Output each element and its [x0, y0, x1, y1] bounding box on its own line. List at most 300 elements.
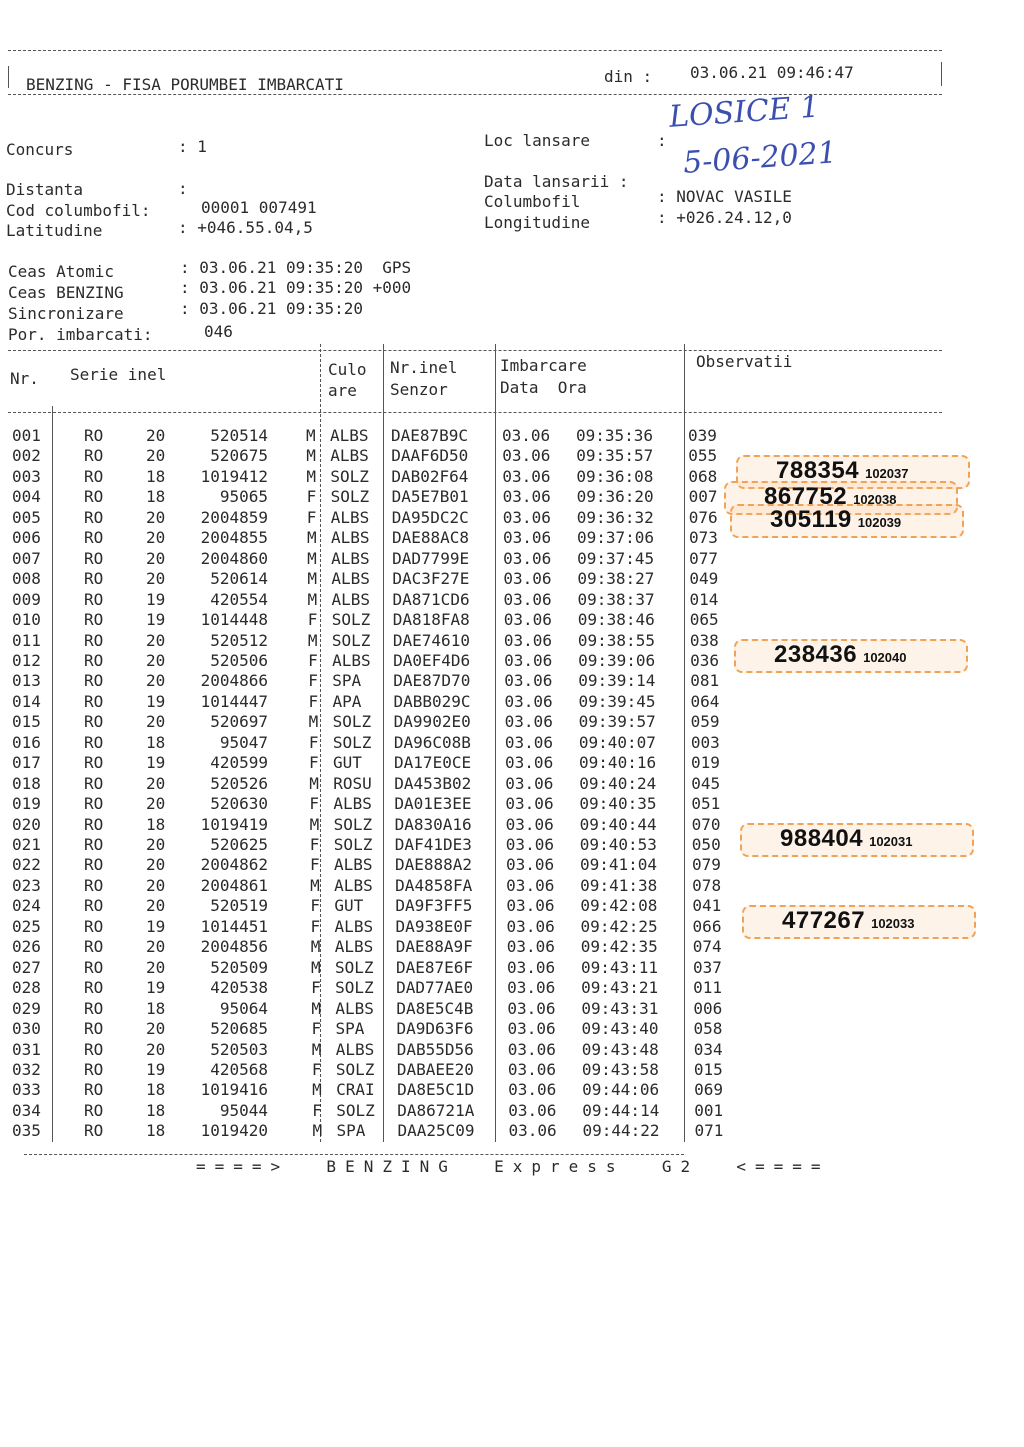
cell-col: ALBS [331, 569, 370, 589]
cell-sex: F [306, 507, 317, 527]
table-row [0, 1121, 1024, 1141]
cell-date: 03.06 [506, 896, 555, 916]
cell-chip: DA9902E0 [393, 712, 471, 732]
cell-ring: 520512 [210, 630, 268, 650]
cell-yr: 18 [146, 1121, 166, 1141]
cell-obs: 039 [688, 426, 717, 445]
cell-sex: F [311, 978, 321, 998]
cell-nr: 020 [12, 814, 41, 834]
cell-sex: M [308, 712, 319, 732]
cell-obs: 011 [693, 978, 723, 998]
cell-ring: 2004855 [200, 528, 268, 548]
cell-cc: RO [84, 671, 104, 691]
table-row [0, 1080, 1024, 1100]
cell-date: 03.06 [503, 548, 552, 568]
cell-sex: M [309, 814, 320, 834]
cell-date: 03.06 [506, 916, 555, 936]
cell-col: ALBS [333, 855, 373, 875]
cell-chip: DAAF6D50 [391, 446, 469, 466]
cell-nr: 014 [12, 691, 41, 711]
cell-time: 09:42:35 [580, 937, 658, 957]
table-row [0, 774, 1024, 794]
barcode-sticker [774, 641, 906, 669]
cell-cc: RO [84, 1080, 104, 1100]
cell-col: SOLZ [332, 712, 372, 732]
table-row [0, 958, 1024, 978]
cell-nr: 004 [12, 487, 41, 507]
table-row [0, 1019, 1024, 1039]
cell-sex: M [306, 426, 316, 445]
cell-col: ALBS [330, 446, 369, 466]
cell-yr: 20 [146, 712, 166, 732]
sticker-number: 867752 [764, 483, 848, 511]
cell-col: ALBS [334, 875, 373, 895]
cell-cc: RO [84, 630, 104, 650]
cell-nr: 002 [12, 446, 41, 466]
cell-sex: M [307, 569, 317, 589]
cell-col: ALBS [334, 916, 374, 936]
cell-cc: RO [84, 466, 104, 486]
sincronizare-value: : 03.06.21 09:35:20 [180, 299, 364, 318]
cell-ring: 520697 [210, 712, 268, 732]
cell-yr: 20 [146, 650, 166, 670]
cell-date: 03.06 [502, 446, 551, 466]
cell-obs: 069 [694, 1080, 723, 1100]
cell-date: 03.06 [505, 855, 555, 875]
cell-obs: 070 [691, 814, 721, 834]
cell-ring: 520630 [210, 794, 268, 814]
cell-obs: 073 [688, 528, 718, 548]
table-row [0, 733, 1024, 753]
cell-nr: 013 [12, 671, 41, 691]
cell-obs: 041 [692, 896, 722, 916]
cell-sex: M [310, 957, 321, 977]
cell-chip: DAE888A2 [394, 855, 473, 875]
cell-yr: 20 [146, 630, 166, 650]
cell-time: 09:38:37 [577, 589, 655, 609]
cell-date: 03.06 [502, 426, 551, 445]
cod-columbofil-value: 00001 007491 [201, 198, 317, 217]
cell-chip: DA96C08B [393, 732, 471, 752]
cell-yr: 18 [146, 466, 166, 486]
ceas-atomic-value: : 03.06.21 09:35:20 GPS [180, 258, 412, 277]
cell-sex: M [312, 1121, 323, 1141]
cell-chip: DA9D63F6 [396, 1019, 474, 1039]
cell-col: SOLZ [334, 957, 374, 977]
barcode-sticker [770, 506, 901, 534]
sticker-number: 477267 [782, 906, 866, 934]
cell-date: 03.06 [504, 732, 554, 752]
sticker-code: 102040 [863, 649, 907, 665]
cell-cc: RO [84, 978, 104, 998]
table-top-rule [8, 350, 942, 351]
cell-time: 09:35:57 [576, 446, 654, 466]
cell-date: 03.06 [502, 507, 551, 527]
table-row [0, 426, 1024, 446]
cell-sex: M [311, 1039, 322, 1059]
cell-col: SPA [332, 671, 362, 691]
cell-sex: F [311, 1019, 322, 1039]
cell-sex: F [308, 671, 318, 691]
cell-date: 03.06 [504, 691, 553, 711]
table-bottom-rule [24, 1154, 684, 1155]
table-row [0, 590, 1024, 610]
cell-date: 03.06 [504, 650, 553, 670]
cell-yr: 19 [146, 691, 166, 711]
cell-sex: F [309, 855, 320, 875]
cell-chip: DA8E5C1D [397, 1080, 475, 1100]
sincronizare-label: Sincronizare [8, 304, 124, 323]
cell-col: SOLZ [331, 610, 371, 630]
cell-yr: 18 [146, 998, 166, 1018]
table-row [0, 1101, 1024, 1121]
cell-chip: DAE87B9C [391, 426, 469, 445]
cell-nr: 012 [12, 650, 41, 670]
cell-ring: 520685 [210, 1019, 268, 1039]
cell-date: 03.06 [502, 466, 551, 486]
cell-nr: 033 [12, 1080, 41, 1100]
col-header-nrinel-2: Senzor [390, 380, 448, 399]
cell-col: CRAI [336, 1080, 375, 1100]
cell-col: ALBS [334, 937, 374, 957]
cell-nr: 006 [12, 528, 41, 548]
cell-date: 03.06 [502, 487, 551, 507]
cell-sex: M [306, 466, 317, 486]
cell-obs: 059 [690, 712, 720, 732]
din-label: din : [604, 67, 653, 86]
cell-nr: 025 [12, 916, 41, 936]
col-header-nr: Nr. [10, 369, 39, 388]
cell-time: 09:40:16 [579, 753, 657, 773]
cell-time: 09:39:45 [578, 691, 656, 711]
header-left-border [8, 66, 9, 88]
cell-time: 09:39:57 [578, 712, 656, 732]
cell-sex: F [308, 650, 318, 670]
cell-obs: 068 [688, 466, 718, 486]
cell-col: SOLZ [330, 487, 370, 507]
cell-obs: 019 [691, 753, 720, 773]
cell-chip: DAE87D70 [393, 671, 471, 691]
cell-nr: 007 [12, 548, 41, 568]
latitudine-label: Latitudine [6, 221, 103, 240]
cell-ring: 520503 [210, 1039, 268, 1059]
cell-col: GUT [333, 753, 362, 773]
table-row [0, 1040, 1024, 1060]
table-row [0, 712, 1024, 732]
col-header-observatii: Observatii [696, 352, 793, 371]
col-header-imbarcare: Imbarcare [500, 356, 587, 375]
cell-date: 03.06 [503, 589, 552, 609]
columbofil-value: : NOVAC VASILE [657, 187, 792, 206]
cell-cc: RO [84, 650, 104, 670]
barcode-sticker [780, 825, 912, 853]
cell-time: 09:36:32 [576, 507, 654, 527]
table-row [0, 794, 1024, 814]
cell-ring: 1014448 [200, 610, 268, 630]
cell-date: 03.06 [504, 712, 553, 732]
cell-nr: 032 [12, 1059, 41, 1079]
barcode-sticker [782, 907, 914, 935]
sticker-number: 238436 [774, 640, 858, 668]
cell-time: 09:43:58 [581, 1059, 659, 1079]
ceas-benzing-value: : 03.06.21 09:35:20 +000 [180, 278, 412, 297]
cell-ring: 520614 [210, 569, 268, 589]
data-lansarii-label: Data lansarii : [484, 172, 629, 191]
concurs-label: Concurs [6, 140, 74, 159]
cell-cc: RO [84, 487, 104, 507]
cell-obs: 036 [690, 650, 719, 670]
sticker-number: 988404 [780, 825, 864, 852]
cell-obs: 007 [688, 487, 718, 507]
cell-date: 03.06 [507, 1019, 556, 1039]
cell-ring: 520526 [210, 773, 268, 793]
cell-yr: 20 [146, 937, 166, 957]
table-row [0, 692, 1024, 712]
cell-yr: 20 [146, 855, 166, 875]
cell-yr: 20 [146, 896, 166, 916]
cell-date: 03.06 [505, 794, 554, 814]
cell-cc: RO [84, 1121, 104, 1141]
cell-nr: 034 [12, 1100, 41, 1120]
cell-obs: 049 [689, 569, 719, 589]
cell-sex: M [307, 589, 318, 609]
cell-cc: RO [84, 937, 104, 957]
cell-chip: DAC3F27E [392, 569, 470, 589]
cell-obs: 045 [691, 773, 721, 793]
cell-date: 03.06 [508, 1121, 557, 1141]
sticker-number: 788354 [776, 456, 860, 484]
cell-yr: 20 [146, 1039, 166, 1059]
cell-date: 03.06 [502, 528, 552, 548]
cell-yr: 19 [146, 589, 166, 609]
cell-chip: DAB55D56 [396, 1039, 474, 1059]
cell-cc: RO [84, 691, 104, 711]
cell-chip: DABAEE20 [396, 1059, 474, 1079]
cell-col: ALBS [330, 426, 369, 445]
cell-obs: 076 [688, 507, 718, 527]
cell-obs: 006 [693, 998, 723, 1018]
col-header-culoare-2: are [328, 381, 357, 400]
cell-time: 09:40:53 [579, 835, 657, 854]
cell-time: 09:42:08 [580, 896, 658, 916]
cell-nr: 005 [12, 507, 41, 527]
cell-obs: 078 [692, 875, 722, 895]
cell-col: ROSU [333, 773, 372, 793]
cell-time: 09:36:08 [576, 466, 654, 486]
table-row [0, 876, 1024, 896]
cell-cc: RO [84, 732, 104, 752]
cell-chip: DA871CD6 [392, 589, 470, 609]
handwritten-date: 5-06-2021 [682, 135, 838, 181]
loc-lansare-label: Loc lansare [484, 131, 590, 150]
cell-chip: DA938E0F [395, 916, 473, 936]
cell-sex: M [310, 875, 320, 895]
cell-sex: M [312, 1080, 322, 1100]
cell-cc: RO [84, 712, 104, 732]
cell-col: ALBS [332, 650, 371, 670]
cell-ring: 2004856 [200, 937, 268, 957]
cell-nr: 029 [12, 998, 41, 1018]
cell-yr: 19 [146, 1059, 166, 1079]
cell-nr: 027 [12, 957, 41, 977]
cell-sex: F [311, 1059, 322, 1079]
col-header-data-ora: Data Ora [500, 378, 587, 397]
col-header-serie-inel: Serie inel [70, 365, 167, 384]
cell-ring: 1019420 [200, 1121, 268, 1141]
cell-date: 03.06 [505, 773, 554, 793]
cell-chip: DA0EF4D6 [393, 650, 471, 670]
cell-cc: RO [84, 507, 104, 527]
cell-sex: M [309, 773, 319, 793]
cell-obs: 015 [693, 1059, 723, 1079]
cell-ring: 2004866 [200, 671, 268, 691]
cell-obs: 066 [692, 916, 722, 936]
cell-col: SOLZ [330, 466, 369, 486]
header-right-border [941, 62, 942, 86]
cell-nr: 018 [12, 773, 41, 793]
cell-nr: 017 [12, 753, 41, 773]
cell-cc: RO [84, 528, 104, 548]
cell-nr: 028 [12, 978, 41, 998]
cell-chip: DA86721A [397, 1100, 475, 1120]
cell-chip: DAB02F64 [391, 466, 469, 486]
cell-sex: F [308, 691, 319, 711]
cell-sex: F [307, 610, 318, 630]
footer-brand: ====> BENZING Express G2 <==== [196, 1157, 830, 1176]
cell-date: 03.06 [505, 835, 554, 854]
cell-date: 03.06 [507, 1039, 556, 1059]
cell-sex: M [306, 446, 316, 466]
cell-chip: DAE87E6F [395, 957, 473, 977]
ceas-benzing-label: Ceas BENZING [8, 283, 124, 302]
cell-chip: DA830A16 [394, 814, 472, 834]
table-row [0, 855, 1024, 875]
longitudine-value: : +026.24.12,0 [657, 208, 792, 227]
cell-yr: 20 [146, 671, 166, 691]
cell-col: SOLZ [335, 1059, 375, 1079]
cell-col: SOLZ [335, 978, 374, 998]
sticker-code: 102038 [853, 492, 897, 508]
cell-ring: 2004859 [200, 507, 268, 527]
cell-ring: 1019416 [200, 1080, 268, 1100]
cell-date: 03.06 [505, 753, 554, 773]
cell-date: 03.06 [506, 957, 556, 977]
cell-chip: DAF41DE3 [394, 835, 472, 854]
cell-col: GUT [334, 896, 364, 916]
din-value: 03.06.21 09:46:47 [690, 63, 854, 82]
cell-chip: DAE88AC8 [391, 528, 469, 548]
cell-col: ALBS [335, 998, 374, 1018]
cell-cc: RO [84, 998, 104, 1018]
cell-yr: 20 [146, 548, 166, 568]
cell-sex: M [311, 998, 321, 1018]
col-header-culoare-1: Culo [328, 360, 367, 379]
cell-ring: 1019412 [200, 466, 268, 486]
cell-time: 09:40:07 [578, 732, 656, 752]
por-imbarcati-value: 046 [204, 322, 233, 341]
cell-nr: 001 [12, 426, 41, 445]
cell-date: 03.06 [508, 1100, 557, 1120]
longitudine-label: Longitudine [484, 213, 590, 232]
cell-sex: M [306, 528, 317, 548]
cell-obs: 064 [690, 691, 720, 711]
cell-yr: 18 [146, 487, 166, 507]
cell-cc: RO [84, 1100, 104, 1120]
cell-sex: F [309, 835, 320, 854]
cell-cc: RO [84, 610, 104, 630]
cell-nr: 022 [12, 855, 41, 875]
cell-obs: 077 [689, 548, 719, 568]
cell-nr: 024 [12, 896, 41, 916]
cell-obs: 079 [691, 855, 721, 875]
cell-nr: 011 [12, 630, 41, 650]
cell-chip: DA8E5C4B [396, 998, 474, 1018]
cell-yr: 18 [146, 1080, 166, 1100]
cell-ring: 95065 [219, 487, 268, 507]
cell-obs: 081 [690, 671, 720, 691]
cell-cc: RO [84, 916, 104, 936]
table-row [0, 753, 1024, 773]
cell-time: 09:42:25 [580, 916, 658, 936]
cell-cc: RO [84, 835, 104, 854]
cell-col: ALBS [335, 1039, 375, 1059]
cell-cc: RO [84, 773, 104, 793]
cell-ring: 520514 [210, 426, 268, 445]
cell-time: 09:43:48 [581, 1039, 659, 1059]
cell-nr: 010 [12, 610, 41, 630]
cell-nr: 008 [12, 569, 41, 589]
cell-yr: 19 [146, 610, 166, 630]
cell-date: 03.06 [504, 671, 553, 691]
cell-ring: 520519 [210, 896, 268, 916]
cell-yr: 20 [146, 446, 166, 466]
cell-yr: 20 [146, 794, 166, 814]
cell-col: SOLZ [336, 1100, 375, 1120]
cell-time: 09:44:14 [582, 1100, 660, 1120]
table-row [0, 671, 1024, 691]
cell-time: 09:35:36 [576, 426, 654, 445]
cell-obs: 037 [692, 957, 722, 977]
concurs-value: : 1 [178, 137, 207, 156]
table-row [0, 610, 1024, 630]
cell-sex: F [309, 753, 319, 773]
cell-col: APA [332, 691, 362, 711]
cell-sex: F [306, 487, 317, 507]
cell-obs: 071 [694, 1121, 724, 1141]
top-rule [8, 50, 942, 51]
cell-ring: 95064 [219, 998, 268, 1018]
cell-col: ALBS [331, 589, 371, 609]
cell-nr: 023 [12, 875, 41, 895]
cell-ring: 520625 [210, 835, 268, 854]
cell-col: ALBS [330, 528, 370, 548]
cell-time: 09:38:46 [577, 610, 655, 630]
cell-ring: 1014451 [200, 916, 268, 936]
cell-ring: 420568 [210, 1059, 268, 1079]
cell-time: 09:40:24 [579, 773, 657, 793]
cell-cc: RO [84, 589, 104, 609]
cell-chip: DA17E0CE [394, 753, 472, 773]
cell-obs: 034 [693, 1039, 723, 1059]
cell-yr: 18 [146, 732, 166, 752]
cell-time: 09:36:20 [576, 487, 654, 507]
cell-obs: 050 [691, 835, 721, 854]
cod-columbofil-label: Cod columbofil: [6, 201, 151, 220]
cell-obs: 038 [689, 630, 719, 650]
ceas-atomic-label: Ceas Atomic [8, 262, 114, 281]
cell-cc: RO [84, 426, 104, 445]
cell-time: 09:37:45 [577, 548, 655, 568]
